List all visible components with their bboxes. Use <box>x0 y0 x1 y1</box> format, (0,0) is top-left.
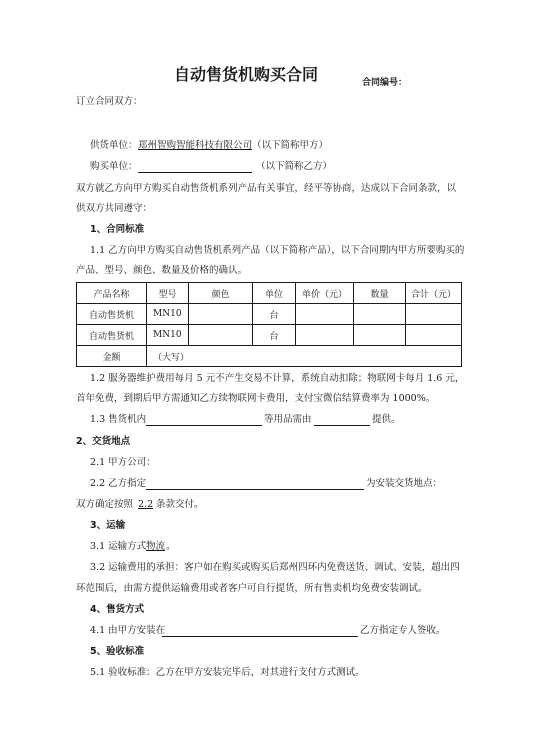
clause-4-1-suffix: 乙方指定专人签收。 <box>360 625 446 636</box>
clause-1-2-line-1: 1.2 服务器维护费用每月 5 元不产生交易不计算，系统自动扣除；物联网卡每月 1.6 元， <box>90 373 465 384</box>
clause-3-1-suffix: 。 <box>166 541 176 552</box>
clause-3-1-prefix: 3.1 运输方式 <box>90 541 147 552</box>
table-cell: 自动售货机 <box>77 304 147 325</box>
page-title: 自动售货机购买合同 <box>174 65 319 84</box>
section-5-heading: 5、验收标准 <box>90 646 145 657</box>
supplier-label: 供货单位： <box>90 140 138 151</box>
clause-2-2-suffix: 为安装交货地点： <box>366 478 443 489</box>
section-2-heading: 2、交货地点 <box>76 436 131 447</box>
column-header: 型号 <box>147 283 189 304</box>
section-3-heading: 3、运输 <box>90 520 126 531</box>
table-cell: MN10 <box>147 325 189 346</box>
table-cell[interactable] <box>406 304 462 325</box>
clause-2-3-suffix: 条款交付。 <box>156 499 204 510</box>
clause-3-2-line-1: 3.2 运输费用的承担：客户如在购买或购买后郑州四环内免费送货、调试、安装，超出四 <box>90 562 460 573</box>
clause-4-1-prefix: 4.1 由甲方安装在 <box>90 625 166 636</box>
table-cell[interactable] <box>296 325 354 346</box>
clause-3-2-line-2: 环范围后，由需方提供运输费用或者客户可自行提货，所有售卖机均免费安装调试。 <box>76 583 428 594</box>
clause-1-1-line-2: 产品、型号、颜色、数量及价格的确认。 <box>76 265 248 276</box>
contract-no-label: 合同编号： <box>362 78 408 88</box>
clause-ref: 2.2 <box>138 499 154 510</box>
table-total-row <box>77 346 462 367</box>
column-header: 颜色 <box>189 283 253 304</box>
preamble-line-1: 双方就乙方向甲方购买自动售货机系列产品有关事宜，经平等协商，达成以下合同条款，以 <box>76 183 457 194</box>
table-cell[interactable] <box>406 325 462 346</box>
product-table <box>76 282 462 367</box>
preamble-line-2: 供双方共同遵守： <box>76 203 153 214</box>
clause-1-1-line-1: 1.1 乙方向甲方购买自动售货机系列产品（以下简称产品），以下合同期内甲方所要购买的 <box>90 245 465 256</box>
section-1-heading: 1、合同标准 <box>90 224 145 235</box>
table-cell: 台 <box>253 325 296 346</box>
clause-2-3-prefix: 双方确定按照 <box>76 499 134 510</box>
table-cell[interactable] <box>354 304 406 325</box>
clause-5-1: 5.1 验收标准：乙方在甲方安装完毕后，对其进行支付方式测试。 <box>90 667 365 678</box>
sign-parties-label: 订立合同双方： <box>76 96 143 107</box>
delivery-location-blank[interactable] <box>146 489 364 490</box>
table-cell: 自动售货机 <box>77 325 147 346</box>
clause-2-2-prefix: 2.2 乙方指定 <box>90 478 147 489</box>
column-header: 单价（元） <box>296 283 354 304</box>
supplier-name: 郑州智购智能科技有限公司 <box>138 140 253 151</box>
column-header: 数量 <box>354 283 406 304</box>
transport-method: 物流 <box>146 541 166 552</box>
table-row <box>77 304 462 325</box>
column-header: 单位 <box>253 283 296 304</box>
supplies-blank[interactable] <box>146 425 262 426</box>
total-value[interactable]: （大写） <box>147 346 462 367</box>
clause-1-2-line-2: 首年免费，到期后甲方需通知乙方续物联网卡费用，支付宝微信结算费率为 1000%。 <box>76 393 436 404</box>
clause-1-3-prefix: 1.3 售货机内 <box>90 414 147 425</box>
provider-blank[interactable] <box>314 425 370 426</box>
buyer-name-blank[interactable] <box>138 172 252 173</box>
clause-2-1: 2.1 甲方公司： <box>90 457 156 468</box>
table-cell[interactable] <box>189 304 253 325</box>
table-cell: MN10 <box>147 304 189 325</box>
install-location-blank[interactable] <box>162 636 358 637</box>
table-header-row <box>77 283 462 304</box>
table-cell[interactable] <box>189 325 253 346</box>
clause-1-3-mid: 等用品需由 <box>264 414 312 425</box>
table-cell[interactable] <box>296 304 354 325</box>
table-cell[interactable] <box>354 325 406 346</box>
supplier-suffix: （以下简称甲方） <box>252 140 329 151</box>
buyer-suffix: （以下简称乙方） <box>256 161 333 172</box>
buyer-label: 购买单位： <box>90 161 138 172</box>
table-row <box>77 325 462 346</box>
column-header: 产品名称 <box>77 283 147 304</box>
table-cell: 台 <box>253 304 296 325</box>
section-4-heading: 4、售货方式 <box>90 604 145 615</box>
total-label: 金额 <box>77 346 147 367</box>
clause-1-3-suffix: 提供。 <box>372 414 401 425</box>
column-header: 合计（元） <box>406 283 462 304</box>
